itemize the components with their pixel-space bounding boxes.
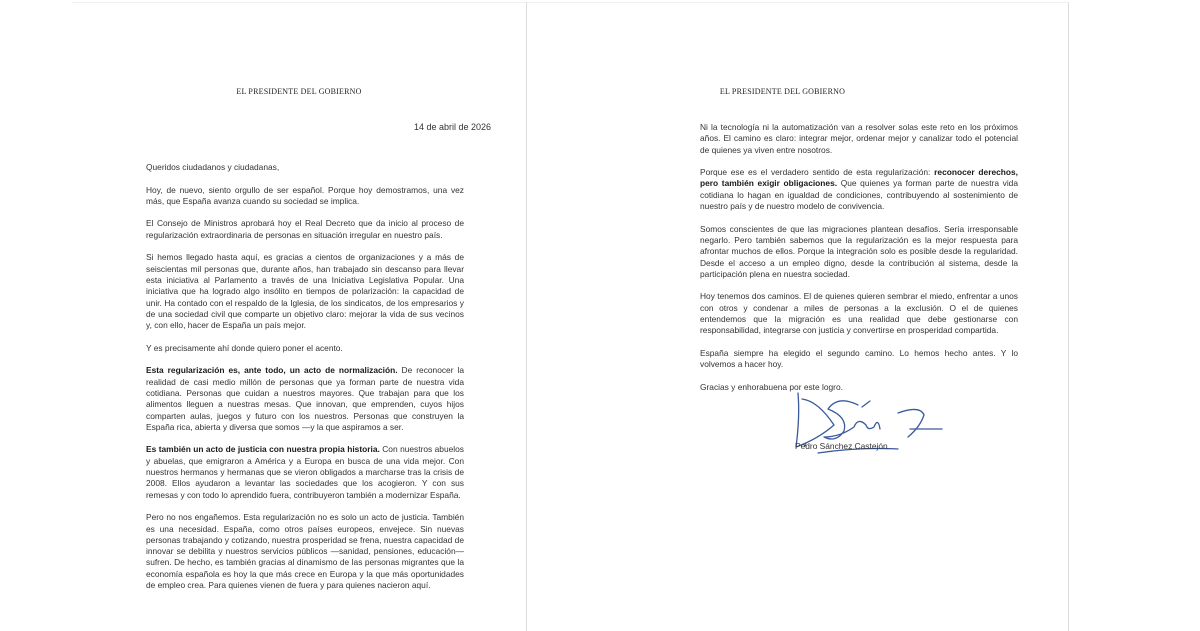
paragraph: Somos conscientes de que las migraciones plantean desafíos. Sería irresponsable negarlo. Pero también sabemos que la regularización es la mejor respuesta para afrontar muchos de ellos. Porque la integración solo es posible desde la regularidad. Desde el acceso a un empleo digno, desde la contribución al sistema, desde la participación plena en nuestra sociedad. (700, 223, 1018, 279)
letter-body-page-2 (700, 122, 1018, 404)
letterhead: EL PRESIDENTE DEL GOBIERNO (719, 87, 846, 96)
paragraph: Ni la tecnología ni la automatización van a resolver solas este reto en los próximos años. El camino es claro: integrar mejor, ordenar mejor y canalizar todo el potencial de quienes ya viven entre nosotros. (700, 122, 1018, 155)
signature-stroke (824, 401, 880, 439)
signature-stroke (898, 409, 942, 437)
paragraph: Pero no nos engañemos. Esta regularización no es solo un acto de justicia. También es una necesidad. España, como otros países europeos, envejece. Sin nuevas personas trabajando y cotizando, nuestra prosperidad se frena, nuestra capacidad de innovar se debilita y nuestros servicios públicos —sanidad, pensiones, educación— sufren. De hecho, es también gracias al dinamismo de las personas migrantes que la economía española es hoy la que más crece en Europa y la que más oportunidades de empleo crea. Para quienes vienen de fuera y para quienes nacieron aquí. (146, 512, 464, 590)
letter-body-page-1 (146, 162, 464, 603)
closing: Gracias y enhorabuena por este logro. (700, 381, 843, 392)
paragraph: Hoy tenemos dos caminos. El de quienes quieren sembrar el miedo, enfrentar a unos con otros y condenar a miles de personas a la exclusión. O el de quienes entendemos que la migración es una realidad que debe gestionarse con responsabilidad, integrarse con justicia y convertirse en prosperidad compartida. (700, 291, 1018, 336)
greeting: Queridos ciudadanos y ciudadanas, (146, 162, 280, 172)
bold-phrase: reconocer derechos, pero también exigir obligaciones. (700, 167, 1018, 189)
paragraph: Es también un acto de justicia con nuestra propia historia. Con nuestros abuelos y abuelas, que emigraron a América y a Europa en busca de una vida mejor. Con nuestros hermanos y hermanas que se vieron obligados a marcharse tras la crisis de 2008. Ellos ayudaron a levantar las sociedades que los acogieron. Y con sus remesas y con todo lo aprendido fuera, contribuyeron también a modernizar España. (146, 444, 464, 500)
signatory-name: Pedro Sánchez Castejón (795, 441, 888, 451)
paragraph: Si hemos llegado hasta aquí, es gracias a cientos de organizaciones y a más de seiscientas mil personas que, durante años, han trabajado sin descanso para llevar esta iniciativa al Parlamento a través de una Iniciativa Legislativa Popular. Una iniciativa que ha logrado algo insólito en tiempos de polarización: la capacidad de unir. Ha contado con el respaldo de la Iglesia, de los sindicatos, de los empresarios y de una sociedad civil que comparte un objetivo claro: mejorar la vida de sus vecinos y, con ello, hacer de España un país mejor. (146, 252, 464, 331)
letterhead: EL PRESIDENTE DEL GOBIERNO (236, 87, 362, 96)
letter-page-2 (527, 2, 1069, 631)
paragraph: Y es precisamente ahí donde quiero poner el acento. (146, 342, 343, 353)
paragraph: Esta regularización es, ante todo, un acto de normalización. De reconocer la realidad de casi medio millón de personas que ya forman parte de nuestra vida cotidiana. Personas que cuidan a nuestros mayores. Que trabajan para que los alimentos lleguen a nuestras mesas. Que innovan, que emprenden, cuyos hijos comparten aulas, juegos y futuro con los nuestros. Personas que construyen la España rica, abierta y diversa que somos —y la que aspiramos a ser. (146, 365, 464, 432)
letter-page-1 (72, 2, 527, 631)
signature-stroke (862, 401, 870, 407)
paragraph: El Consejo de Ministros aprobará hoy el Real Decreto que da inicio al proceso de regularización extraordinaria de personas en situación irregular en nuestro país. (146, 218, 464, 240)
paragraph: Hoy, de nuevo, siento orgullo de ser español. Porque hoy demostramos, una vez más, que España avanza cuando su sociedad se implica. (146, 184, 464, 206)
bold-lead: Es también un acto de justicia con nuestra propia historia. (146, 444, 380, 455)
paragraph: España siempre ha elegido el segundo camino. Lo hemos hecho antes. Y lo volvemos a hacer hoy. (700, 347, 1018, 370)
paragraph: Porque ese es el verdadero sentido de esta regularización: reconocer derechos, pero también exigir obligaciones. Que quienes ya forman parte de nuestra vida cotidiana lo hagan en igualdad de condiciones, contribuyendo al sostenimiento de nuestro país y de nuestro modelo de convivencia. (700, 167, 1018, 212)
bold-lead: Esta regularización es, ante todo, un acto de normalización. (146, 365, 398, 376)
letter-date: 14 de abril de 2026 (414, 122, 492, 132)
